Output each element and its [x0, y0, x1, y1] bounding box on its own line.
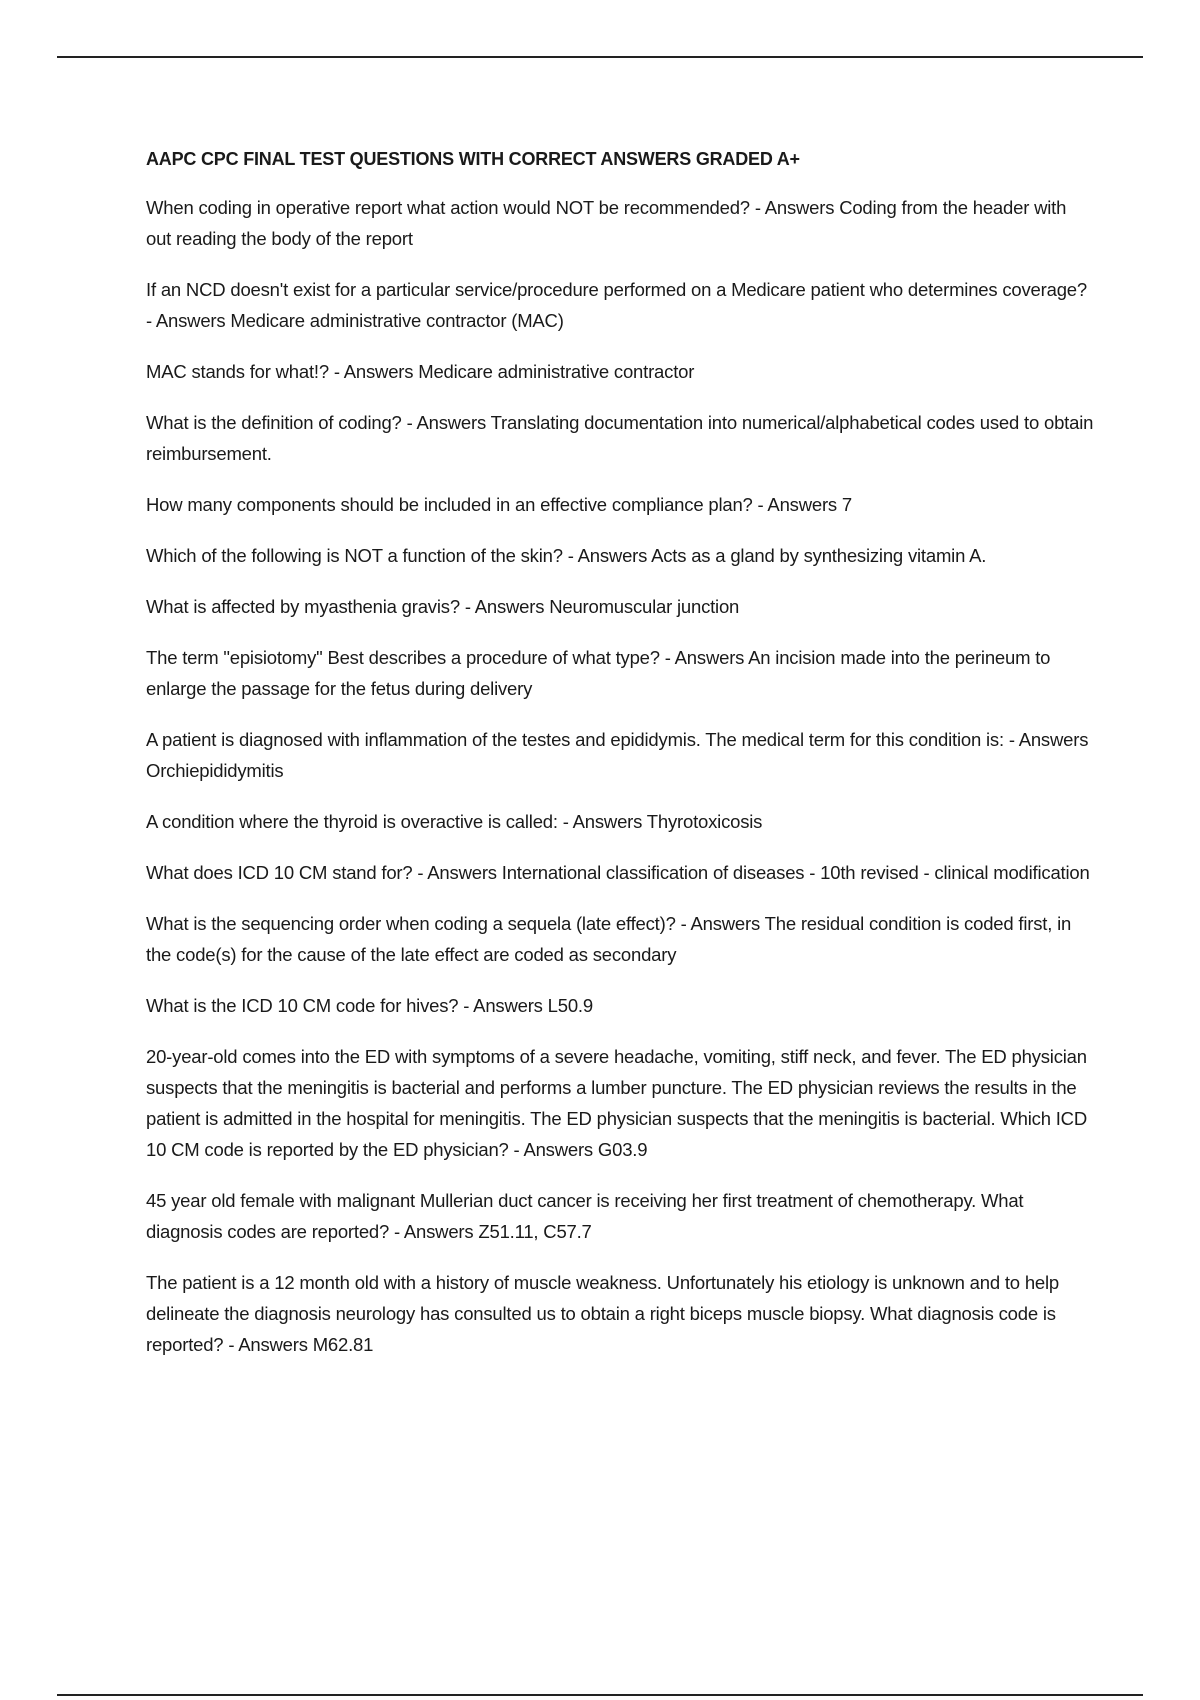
- qa-item: A condition where the thyroid is overactive is called: - Answers Thyrotoxicosis: [146, 811, 763, 832]
- qa-item: The patient is a 12 month old with a history of muscle weakness. Unfortunately his etiology is unknown and to help delineate the diagnosis neurology has consulted us to obtain a right biceps muscle biopsy. What diagnosis code is reported? - Answers M62.81: [146, 1272, 1059, 1355]
- qa-item: What is the sequencing order when coding a sequela (late effect)? - Answers The residual condition is coded first, in the code(s) for the cause of the late effect are coded as secondary: [146, 913, 1072, 965]
- qa-item: What is affected by myasthenia gravis? - Answers Neuromuscular junction: [146, 596, 740, 617]
- document-body: [146, 144, 1096, 1380]
- qa-item: A patient is diagnosed with inflammation of the testes and epididymis. The medical term for this condition is: - Answers Orchiepididymitis: [146, 729, 1089, 781]
- qa-item: When coding in operative report what action would NOT be recommended? - Answers Coding from the header with out reading the body of the report: [146, 197, 1067, 249]
- qa-item: 45 year old female with malignant Mullerian duct cancer is receiving her first treatment of chemotherapy. What diagnosis codes are reported? - Answers Z51.11, C57.7: [146, 1190, 1024, 1242]
- qa-item: What is the definition of coding? - Answers Translating documentation into numerical/alphabetical codes used to obtain reimbursement.: [146, 412, 1094, 464]
- qa-item: How many components should be included in an effective compliance plan? - Answers 7: [146, 494, 853, 515]
- qa-item: If an NCD doesn't exist for a particular service/procedure performed on a Medicare patient who determines coverage? - Answers Medicare administrative contractor (MAC): [146, 279, 1087, 331]
- qa-item: What is the ICD 10 CM code for hives? - Answers L50.9: [146, 995, 593, 1016]
- qa-item: The term "episiotomy" Best describes a procedure of what type? - Answers An incision made into the perineum to enlarge the passage for the fetus during delivery: [146, 647, 1051, 699]
- document-title: AAPC CPC FINAL TEST QUESTIONS WITH CORRECT ANSWERS GRADED A+: [146, 149, 800, 169]
- qa-item: 20-year-old comes into the ED with symptoms of a severe headache, vomiting, stiff neck, and fever. The ED physician suspects that the meningitis is bacterial and performs a lumber puncture. The ED physician reviews the results in the patient is admitted in the hospital for meningitis. The ED physician suspects that the meningitis is bacterial. Which ICD 10 CM code is reported by the ED physician? - Answers G03.9: [146, 1046, 1087, 1160]
- top-divider: [57, 56, 1143, 58]
- qa-item: Which of the following is NOT a function of the skin? - Answers Acts as a gland by synthesizing vitamin A.: [146, 545, 987, 566]
- qa-item: What does ICD 10 CM stand for? - Answers International classification of diseases - 10th revised - clinical modification: [146, 862, 1090, 883]
- bottom-divider: [57, 1694, 1143, 1696]
- qa-item: MAC stands for what!? - Answers Medicare administrative contractor: [146, 361, 695, 382]
